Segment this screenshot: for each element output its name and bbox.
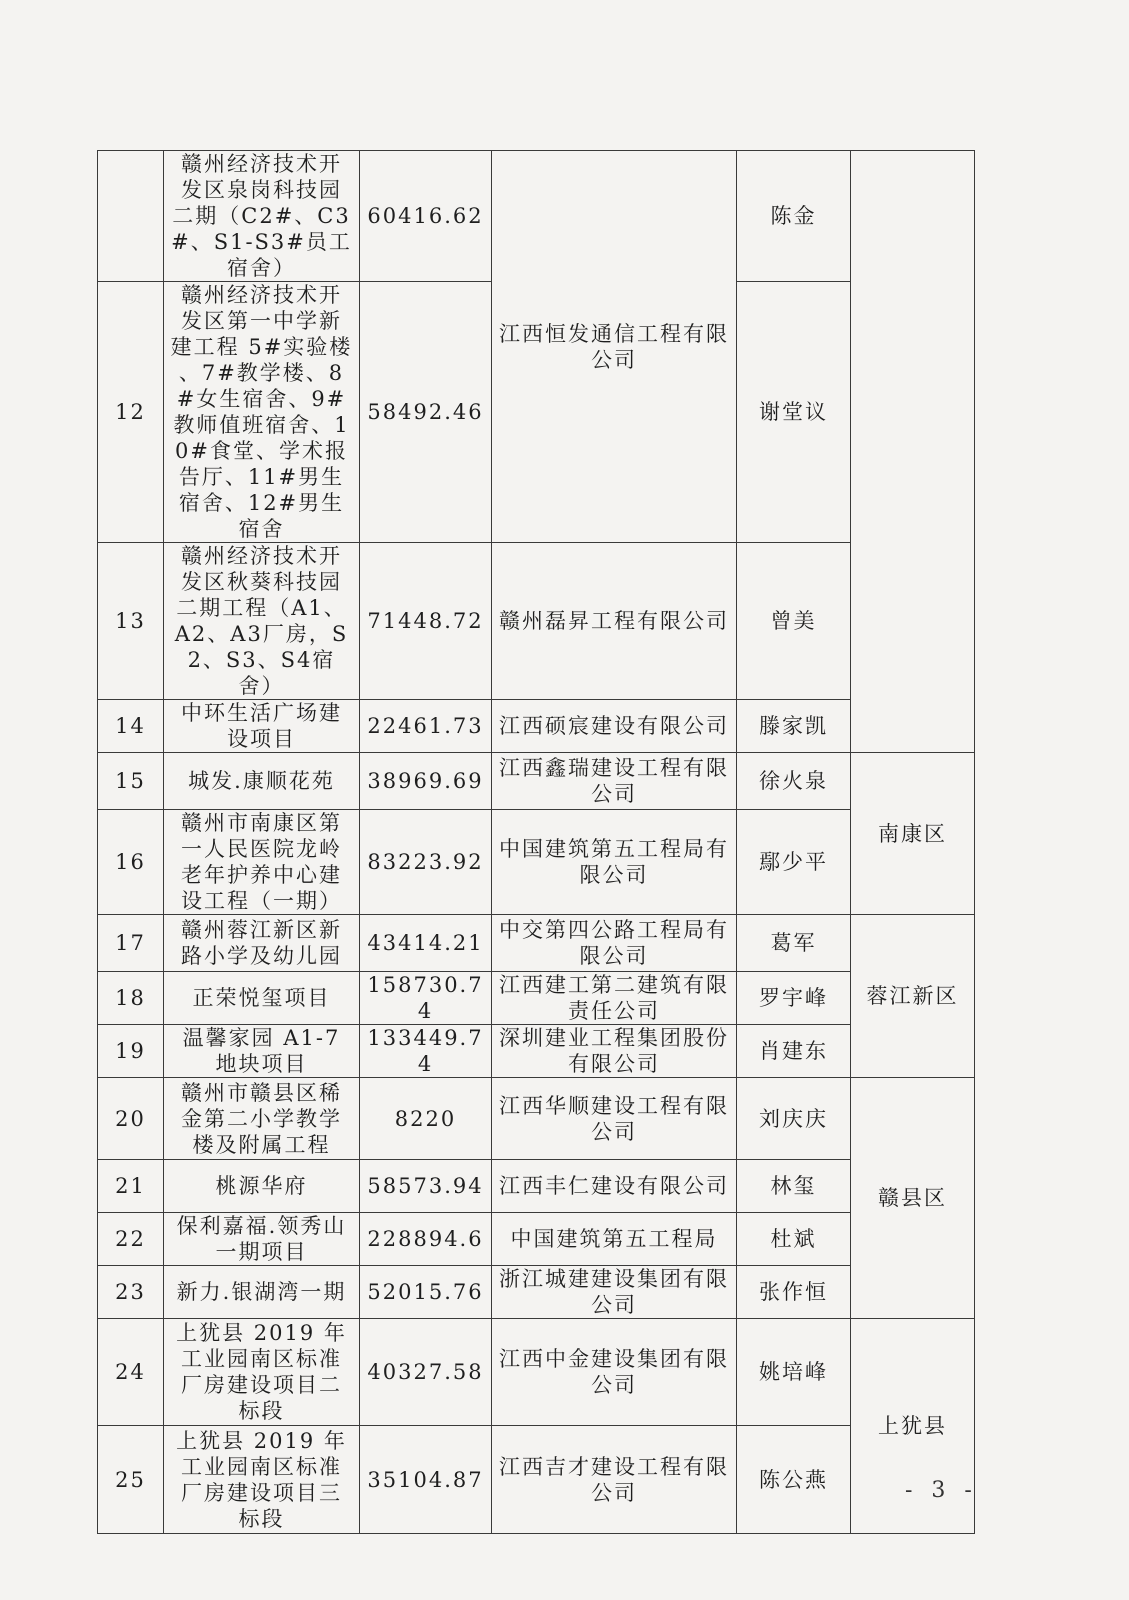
district-cell: 蓉江新区 [851, 915, 975, 1078]
project-name: 赣州市赣县区稀金第二小学教学楼及附属工程 [164, 1078, 360, 1160]
project-manager: 陈金 [737, 151, 851, 282]
row-number: 25 [98, 1426, 164, 1534]
project-name: 上犹县 2019 年工业园南区标准厂房建设项目二标段 [164, 1319, 360, 1426]
project-name: 上犹县 2019 年工业园南区标准厂房建设项目三标段 [164, 1426, 360, 1534]
building-area: 58573.94 [360, 1160, 492, 1213]
table-row [98, 810, 975, 915]
row-number: 12 [98, 282, 164, 543]
building-area: 40327.58 [360, 1319, 492, 1426]
construction-company: 江西鑫瑞建设工程有限公司 [492, 753, 737, 810]
row-number: 16 [98, 810, 164, 915]
construction-company: 中交第四公路工程局有限公司 [492, 915, 737, 972]
page-number: - 3 - [905, 1478, 978, 1503]
project-manager: 谢堂议 [737, 282, 851, 543]
table-row [98, 151, 975, 282]
building-area: 38969.69 [360, 753, 492, 810]
row-number: 23 [98, 1266, 164, 1319]
construction-company: 江西中金建设集团有限公司 [492, 1319, 737, 1426]
building-area: 35104.87 [360, 1426, 492, 1534]
row-number: 19 [98, 1025, 164, 1078]
construction-company: 江西丰仁建设有限公司 [492, 1160, 737, 1213]
building-area: 60416.62 [360, 151, 492, 282]
table-row [98, 1213, 975, 1266]
project-name: 赣州经济技术开发区第一中学新建工程 5#实验楼 、7#教学楼、8#女生宿舍、9#教师值班宿舍、10#食堂、学术报告厅、11#男生宿舍、12#男生宿舍 [164, 282, 360, 543]
table-row [98, 753, 975, 810]
construction-company: 江西吉才建设工程有限公司 [492, 1426, 737, 1534]
project-manager: 鄢少平 [737, 810, 851, 915]
construction-company: 中国建筑第五工程局 [492, 1213, 737, 1266]
row-number [98, 151, 164, 282]
project-name: 城发.康顺花苑 [164, 753, 360, 810]
table-row [98, 1426, 975, 1534]
construction-company: 赣州磊昇工程有限公司 [492, 543, 737, 700]
row-number: 15 [98, 753, 164, 810]
project-name: 赣州市南康区第一人民医院龙岭老年护养中心建设工程（一期） [164, 810, 360, 915]
district-cell: 上犹县 [851, 1319, 975, 1534]
project-name: 中环生活广场建设项目 [164, 700, 360, 753]
construction-company: 浙江城建建设集团有限公司 [492, 1266, 737, 1319]
project-table [97, 150, 975, 1534]
project-manager: 曾美 [737, 543, 851, 700]
project-manager: 罗宇峰 [737, 972, 851, 1025]
project-manager: 陈公燕 [737, 1426, 851, 1534]
project-name: 温馨家园 A1-7 地块项目 [164, 1025, 360, 1078]
table-row [98, 1025, 975, 1078]
district-cell: 南康区 [851, 753, 975, 915]
row-number: 20 [98, 1078, 164, 1160]
project-manager: 葛军 [737, 915, 851, 972]
construction-company: 中国建筑第五工程局有限公司 [492, 810, 737, 915]
row-number: 21 [98, 1160, 164, 1213]
building-area: 22461.73 [360, 700, 492, 753]
row-number: 22 [98, 1213, 164, 1266]
table-row [98, 972, 975, 1025]
table-row [98, 1319, 975, 1426]
table-row [98, 915, 975, 972]
building-area: 43414.21 [360, 915, 492, 972]
district-cell: 赣县区 [851, 1078, 975, 1319]
building-area: 8220 [360, 1078, 492, 1160]
building-area: 58492.46 [360, 282, 492, 543]
table-row [98, 1266, 975, 1319]
project-manager: 张作恒 [737, 1266, 851, 1319]
project-name: 赣州经济技术开发区泉岗科技园二期（C2#、C3#、S1-S3#员工宿舍） [164, 151, 360, 282]
construction-company: 江西华顺建设工程有限公司 [492, 1078, 737, 1160]
row-number: 17 [98, 915, 164, 972]
project-name: 赣州经济技术开发区秋葵科技园二期工程（A1、A2、A3厂房，S2、S3、S4宿舍） [164, 543, 360, 700]
construction-company: 江西建工第二建筑有限责任公司 [492, 972, 737, 1025]
project-name: 保利嘉福.领秀山一期项目 [164, 1213, 360, 1266]
project-manager: 杜斌 [737, 1213, 851, 1266]
building-area: 71448.72 [360, 543, 492, 700]
project-manager: 徐火泉 [737, 753, 851, 810]
row-number: 13 [98, 543, 164, 700]
project-manager: 肖建东 [737, 1025, 851, 1078]
construction-company: 江西硕宸建设有限公司 [492, 700, 737, 753]
building-area: 133449.74 [360, 1025, 492, 1078]
project-manager: 刘庆庆 [737, 1078, 851, 1160]
row-number: 24 [98, 1319, 164, 1426]
construction-company: 深圳建业工程集团股份有限公司 [492, 1025, 737, 1078]
building-area: 158730.74 [360, 972, 492, 1025]
row-number: 18 [98, 972, 164, 1025]
project-name: 桃源华府 [164, 1160, 360, 1213]
table-row [98, 1078, 975, 1160]
table-row [98, 543, 975, 700]
row-number: 14 [98, 700, 164, 753]
district-cell-empty [851, 151, 975, 753]
building-area: 83223.92 [360, 810, 492, 915]
project-manager: 滕家凯 [737, 700, 851, 753]
project-manager: 林玺 [737, 1160, 851, 1213]
project-name: 正荣悦玺项目 [164, 972, 360, 1025]
project-name: 新力.银湖湾一期 [164, 1266, 360, 1319]
project-manager: 姚培峰 [737, 1319, 851, 1426]
table-row [98, 700, 975, 753]
project-name: 赣州蓉江新区新路小学及幼儿园 [164, 915, 360, 972]
building-area: 228894.6 [360, 1213, 492, 1266]
table-row [98, 1160, 975, 1213]
construction-company: 江西恒发通信工程有限公司 [492, 151, 737, 543]
building-area: 52015.76 [360, 1266, 492, 1319]
